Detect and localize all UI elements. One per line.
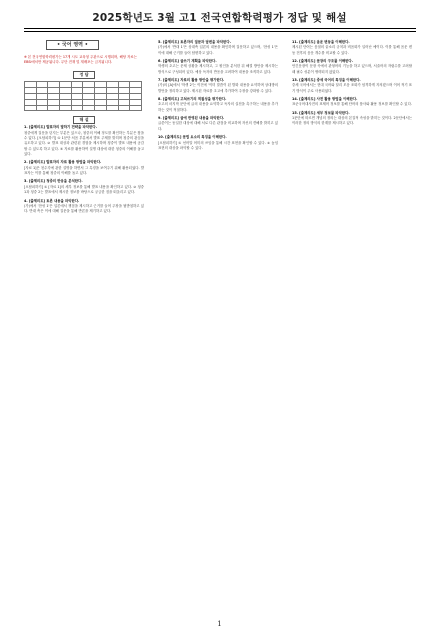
explanation-item [158,40,278,56]
answer-cell [25,105,37,111]
explanation-title: 8. [출제의도] 고쳐쓰기의 적절성을 평가한다. [158,97,227,102]
explanation-title: 6. [출제의도] 글쓰기 계획을 파악한다. [158,59,217,64]
answer-cell [48,105,60,111]
column-2 [158,40,278,154]
explanation-body: [오답피하기] ① [자료 1]의 세부 정보를 통해 발표 내용을 확인하고 있다. ② 청중 1과 청중 2는 발표에서 제시한 정보를 바탕으로 궁금한 점을 떠올리고 있다. [24,184,144,195]
explanation-body: 제시된 단어는 음절의 끝소리 규칙과 비음화가 일어난 예이다. 이를 통해 음운 변동 전후의 음운 개수를 비교할 수 있다. [292,45,412,55]
notice-text: ※ 본 전국연합학력평가는 17개 시도 교육청 주관으로 시행되며, 해당 자료는 EBSi에서만 제공됩니다. 무단 전재 및 재배포는 금지됩니다. [24,55,137,65]
explanation-title: 5. [출제의도] 토론자의 질문과 답변을 파악한다. [158,40,231,44]
explanation-item [292,97,412,108]
title-rule-2 [24,31,416,32]
explanation-item [24,160,144,176]
explanation-title: 12. [출제의도] 문장의 구조를 이해한다. [292,59,353,64]
answer-cell [71,105,83,111]
explanation-item [24,199,144,215]
subject-label: • 국어 영역 • [46,40,99,50]
explanation-body: 1문단에 따르면 개념의 정의는 대상의 본질적 속성을 밝히는 것이다. 2문단에서는 이러한 정의 방식의 한계를 제시하고 있다. [292,116,412,126]
explanation-body: 글쓴이는 동일한 대상에 대해 서로 다른 관점을 비교하며 자신의 견해를 밝히고 있다. [158,121,278,131]
explanation-title: 3. [출제의도] 청중의 반응을 분석한다. [24,179,83,184]
explanation-item [158,59,278,75]
explanation-item [24,179,144,195]
answer-cell [130,105,142,111]
explanation-title: 15. [출제의도] 세부 정보를 파악한다. [292,110,350,115]
explanation-item [158,78,278,94]
explanation-body: 안긴문장이 문장 속에서 관형어의 기능을 하고 있으며, 서술어의 자릿수를 고려할 때 필수 성분이 생략되지 않았다. [292,64,412,74]
explanation-title: 13. [출제의도] 중세 국어의 특징을 이해한다. [292,78,361,83]
explanation-title: 7. [출제의도] 자료의 활용 방안을 평가한다. [158,78,225,83]
answer-cell [95,105,107,111]
explanation-body: 표준국어대사전의 표제어 정보를 통해 단어의 품사와 활용 정보를 확인할 수 있다. [292,102,412,107]
explain-label: 해 설 [73,116,95,124]
page-number: 1 [217,620,222,628]
explanation-title: 4. [출제의도] 토론 내용을 파악한다. [24,198,80,203]
explanation-item [158,116,278,132]
explanation-item [292,40,412,56]
title-rule [24,28,416,29]
answer-cell [60,105,72,111]
explanation-body: 학생의 초고는 문제 상황을 제시하고, 그 원인을 분석한 뒤 해결 방안을 제시하는 방식으로 구성되어 있다. 예상 독자의 반응을 고려하여 내용을 조직하고 있다. [158,64,278,74]
answer-table [24,81,142,111]
explanation-title: 1. [출제의도] 발표자의 말하기 전략을 파악한다. [24,125,97,130]
explanation-body: 청중에게 질문을 던지는 부분은 있으나, 청중의 이해 정도를 확인하는 부분은 찾을 수 없다. [오답피하기] ① 1문단 처음 부분에서 발표 주제를 밝히며 청중의 관심을 유도하고 있다. ② 발표 대상과 관련된 경험을 제시하며 청중이 발표 내용에 공감할 수 있도록 하고 있다. ③ 자료를 활용하여 설명 대상에 대한 청중의 이해를 돕고 있다. [24,130,144,157]
explanation-title: 9. [출제의도] 글에 반영된 내용을 파악한다. [158,116,225,121]
answer-cell [83,105,95,111]
explanation-body: (가)에서 '반대 1'은 상대측 입론의 내용을 확인하며 질문하고 있으며, '찬성 1'은 이에 대해 근거를 들어 답변하고 있다. [158,45,278,55]
answer-cell [106,105,118,111]
explanation-item [158,97,278,113]
explanation-item [292,78,412,94]
explanation-item [24,125,144,157]
answer-cell [118,105,130,111]
answers-label: 정 답 [73,71,95,79]
explanation-item [292,111,412,127]
page-title: 2025학년도 3월 고1 전국연합학력평가 정답 및 해설 [92,12,347,24]
answer-cell [36,105,48,111]
column-3 [292,40,412,130]
explanation-body: 초고의 마지막 문단에 글의 내용을 요약하고 독자의 실천을 촉구하는 내용을 추가하는 것이 적절하다. [158,102,278,112]
explanation-item [158,135,278,151]
explanation-body: 중세 국어에서는 현대 국어와 달리 모음 조화가 엄격하게 지켜졌으며 이어 적기 표기 방식이 주로 사용되었다. [292,83,412,93]
explanation-item [292,59,412,75]
explanation-body: (가)의 [A]에서 '학생 2'는 이전에 '이미 말씀이 된 발화 내용을 요약하며 상대방의 발언을 정리하고 있다. 제시된 자료를 초고에 추가하여 주장을 강화할 수 있다. [158,83,278,93]
explanation-title: 10. [출제의도] 문법 요소의 특징을 이해한다. [158,135,227,140]
explanation-body: [오답피하기] ① 선어말 어미의 쓰임을 통해 시간 표현을 확인할 수 있다. ② 높임 표현의 대상을 파악할 수 있다. [158,140,278,150]
explanation-title: 11. [출제의도] 음운 변동을 이해한다. [292,40,350,44]
explanation-title: 2. [출제의도] 발표자의 자료 활용 방법을 파악한다. [24,160,102,165]
explanation-body: [자료 1]은 천수각에 관한 설명을 하면서 그 특징을 보여주기 위해 활용되었다. 발표자는 이를 통해 청중의 이해를 돕고 있다. [24,165,144,176]
answer-row [25,105,142,111]
column-1 [24,40,144,218]
explanation-title: 14. [출제의도] 사전 활용 방법을 이해한다. [292,97,358,102]
explanation-body: (가)에서 '찬성 1'은 입론에서 쟁점을 제시하고 근거를 들어 주장을 뒷받침하고 있다. 반대 측은 이에 대해 질문을 통해 반론을 제기하고 있다. [24,203,144,214]
